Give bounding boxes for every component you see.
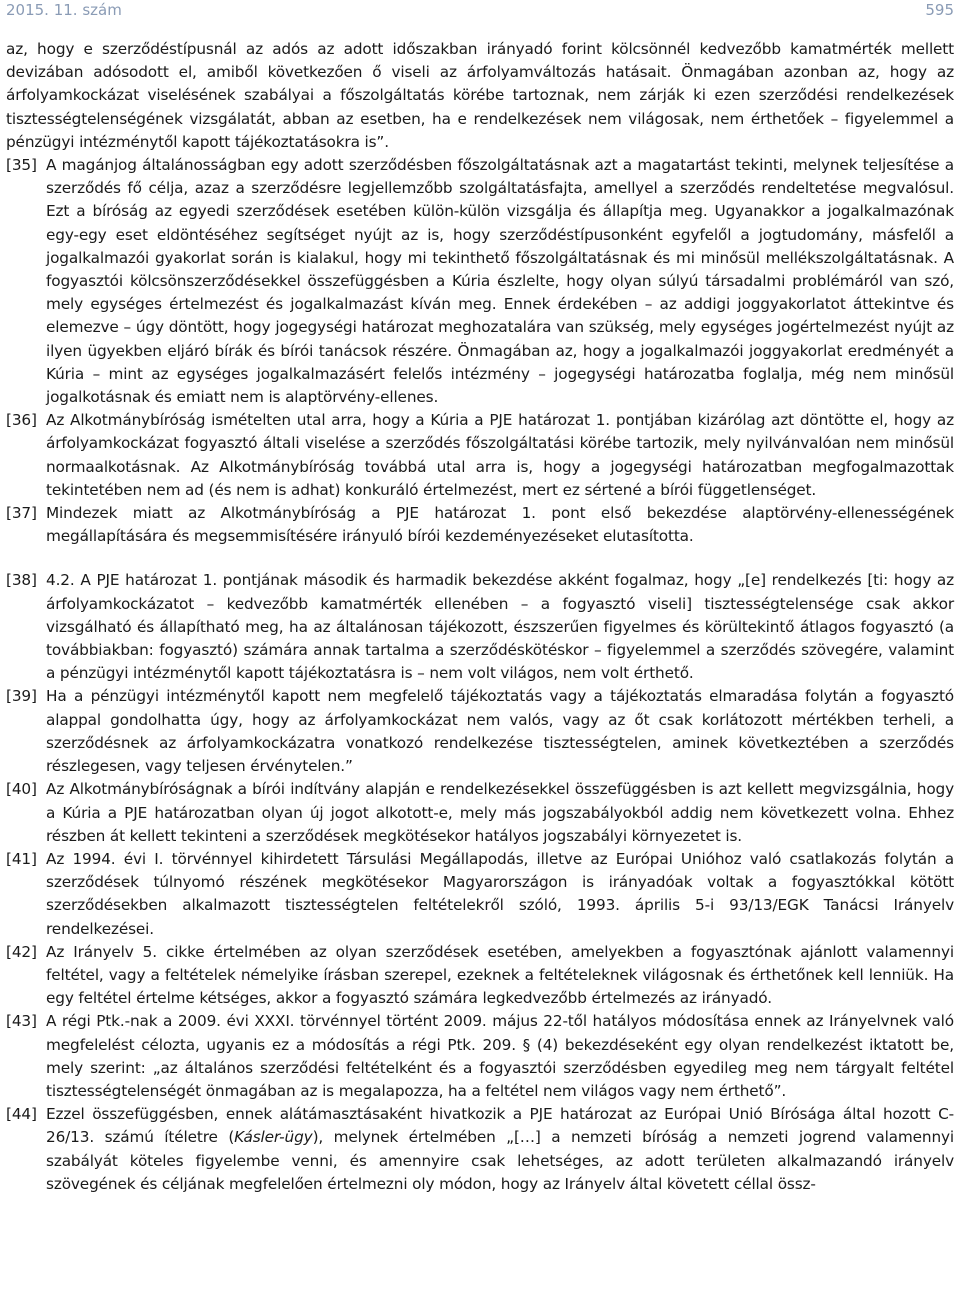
paragraph-36 (6, 409, 954, 502)
paragraph-35 (6, 154, 954, 409)
paragraph-number: [37] (6, 504, 37, 523)
paragraph-text: Az Irányelv 5. cikke értelmében az olyan szerződések esetében, amelyekben a fogyasztónak ajánlott valamennyi feltétel, vagy a feltételek némelyike írásban szerepel, ezeknek a feltételeknek világosnak és érthetőnek kell lenniük. Ha egy feltétel értelme kétséges, akkor a fogyasztó számára legkedvezőbb értelmezés az irányadó. (46, 942, 954, 1008)
paragraph-text: az, hogy e szerződéstípusnál az adós az adott időszakban irányadó forint kölcsönnél kedvezőbb kamatmérték mellett devizában adósodott el, amiből következően ő viseli az árfolyamváltozás hatásait. Önmagában azonban az, hogy az árfolyamkockázat viselésének szabályai a főszolgáltatás körébe tartoznak, nem zárják ki ezen szerződési rendelkezések tisztességtelenségének vizsgálatát, abban az esetben, ha e rendelkezések nem világosak, nem érthetőek – figyelemmel a pénzügyi intézménytől kapott tájékoztatásokra is”. (6, 40, 954, 151)
paragraph-text-start: Ezzel összefüggésben, ennek alátámasztásaként hivatkozik a PJE határozat az Európai Unió Bírósága által hozott C-26/13. számú ítéletre ( (46, 1105, 954, 1147)
paragraph-number: [39] (6, 687, 37, 706)
paragraph-number: [41] (6, 849, 37, 868)
document-body (6, 38, 954, 1196)
paragraph-text: Az Alkotmánybíróság ismételten utal arra, hogy a Kúria a PJE határozat 1. pontjában kizárólag azt döntötte el, hogy az árfolyamkockázat fogyasztó általi viselése a szerződés főszolgáltatási körébe tartozik, mely nyilvánvalóan nem minősül normaalkotásnak. Az Alkotmánybíróság továbbá utal arra is, hogy a jogegységi határozatban megfogalmazottak tekintetében nem ad (és nem is adhat) konkuráló értelmezést, mert ez sértené a bírói függetlenséget. (46, 411, 954, 499)
case-name-italic: Kásler-ügy (234, 1128, 313, 1147)
paragraph-text: 4.2. A PJE határozat 1. pontjának második és harmadik bekezdése akként fogalmaz, hogy „[e] rendelkezés [ti: hogy az árfolyamkockázatot – kedvezőbb kamatmérték ellenében – a fogyasztó viseli] tisztességtelensége csak akkor vizsgálható és állapítható meg, ha az általánosan tájékozott, észszerűen figyelmes és körültekintő átlagos fogyasztó (a továbbiakban: fogyasztó) számára annak tartalma a szerződéskötéskor – figyelemmel a szerződés szövegére, valamint a pénzügyi intézménytől kapott tájékoztatásra is – nem volt világos, nem volt érthető. (46, 571, 954, 683)
paragraph-number: [44] (6, 1105, 37, 1124)
paragraph-number: [35] (6, 156, 37, 175)
paragraph-number: [40] (6, 780, 37, 799)
paragraph-37 (6, 502, 954, 548)
paragraph-number: [38] (6, 571, 37, 590)
paragraph-44 (6, 1103, 954, 1196)
paragraph-text-end: ), melynek értelmében „[…] a nemzeti bíróság a nemzeti jogrend valamennyi szabályát köteles figyelembe venni, és amennyire csak lehetséges, az adott területen alkalmazandó irányelv szövegének és céljának megfelelően értelmezni oly módon, hogy az Irányelv által követett céllal össz- (46, 1128, 954, 1193)
paragraph-number: [43] (6, 1012, 37, 1031)
paragraph-38 (6, 569, 954, 685)
paragraph-text: Ha a pénzügyi intézménytől kapott nem megfelelő tájékoztatás vagy a tájékoztatás elmaradása folytán a fogyasztó alappal gondolhatta úgy, hogy az árfolyamkockázat nem valós, vagy az őt csak korlátozott mértékben terheli, a szerződésnek az árfolyamkockázatra vonatkozó rendelkezése tisztességtelen, aminek következtében a szerződés részlegesen, vagy teljesen érvénytelen.” (46, 687, 954, 776)
paragraph-text: Az Alkotmánybíróságnak a bírói indítvány alapján e rendelkezésekkel összefüggésben is azt kellett megvizsgálnia, hogy a Kúria a PJE határozatban olyan új jogot alkotott-e, mely más jogszabályokból addig nem következett volna. Ehhez részben át kellett tekinteni a szerződések megkötésekor hatályos jogszabályi környezetet is. (46, 780, 954, 845)
paragraph-number: [36] (6, 411, 37, 430)
page-header (0, 0, 960, 22)
paragraph-text: Mindezek miatt az Alkotmánybíróság a PJE határozat 1. pont első bekezdése alaptörvény-ellenességének megállapítására és megsemmisítésére irányuló bírói kezdeményezéseket elutasította. (46, 504, 954, 546)
issue-label: 2015. 11. szám (6, 1, 122, 19)
paragraph-text: A magánjog általánosságban egy adott szerződésben főszolgáltatásnak azt a magatartást tekinti, melynek teljesítése a szerződés fő célja, azaz a szerződésre legjellemzőbb szolgáltatásfajta, amellyel a szerződés rendeltetése megvalósul. Ezt a bíróság az egyedi szerződések esetében külön-külön vizsgálja és állapítja meg. Ugyanakkor a jogalkalmazónak egy-egy eset eldöntéséhez segítséget nyújt az is, hogy szerződéstípusonként egyfelől a jogtudomány, másfelől a jogalkalmazói gyakorlat során is kialakul, hogy mi tekinthető főszolgáltatásnak és mi minősül mellékszolgáltatásnak. A fogyasztói kölcsönszerződésekkel összefüggésben a Kúria észlelte, hogy olyan súlyú társadalmi problémáról van szó, mely egységes értelmezést és jogalkalmazást kíván meg. Ennek érdekében – az addigi joggyakorlatot áttekintve és elemezve – úgy döntött, hogy jogegységi határozat meghozatalára van szükség, mely egységes jogértelmezést nyújt az ilyen ügyekben eljáró bírák és bírói tanácsok részére. Önmagában az, hogy a jogalkalmazói joggyakorlat eredményét a Kúria – mint az egységes jogalkalmazásért felelős intézmény – jogegységi határozatba foglalja, még nem minősül jogalkotásnak és emiatt nem is alaptörvény-ellenes. (46, 156, 954, 407)
paragraph-text: A régi Ptk.-nak a 2009. évi XXXI. törvénnyel történt 2009. május 22-től hatályos módosítása ennek az Irányelvnek való megfelelést célozta, ugyanis ez a módosítás a régi Ptk. 209. § (4) bekezdéseként egy olyan rendelkezést iktatott be, mely szerint: „az általános szerződési feltételként és a fogyasztói szerződésben egyedileg meg nem tárgyalt feltétel tisztességtelenségét önmagában az is megalapozza, ha a feltétel nem világos vagy nem érthető”. (46, 1012, 954, 1100)
paragraph-text: Az 1994. évi I. törvénnyel kihirdetett Társulási Megállapodás, illetve az Európai Unióhoz való csatlakozás folytán a szerződések túlnyomó részének megkötésekor Magyarországon is irányadóak voltak a fogyasztókkal kötött szerződésekben alkalmazott tisztességtelen feltételekről szóló, 1993. április 5-i 93/13/EGK Tanácsi Irányelv rendelkezései. (46, 849, 954, 938)
paragraph-40 (6, 778, 954, 848)
paragraph-42 (6, 941, 954, 1011)
paragraph-text (46, 1103, 954, 1196)
paragraph-continuation (6, 38, 954, 154)
paragraph-43 (6, 1010, 954, 1103)
paragraph-number: [42] (6, 942, 37, 961)
paragraph-41 (6, 848, 954, 941)
page-number: 595 (925, 1, 954, 19)
paragraph-39 (6, 685, 954, 778)
